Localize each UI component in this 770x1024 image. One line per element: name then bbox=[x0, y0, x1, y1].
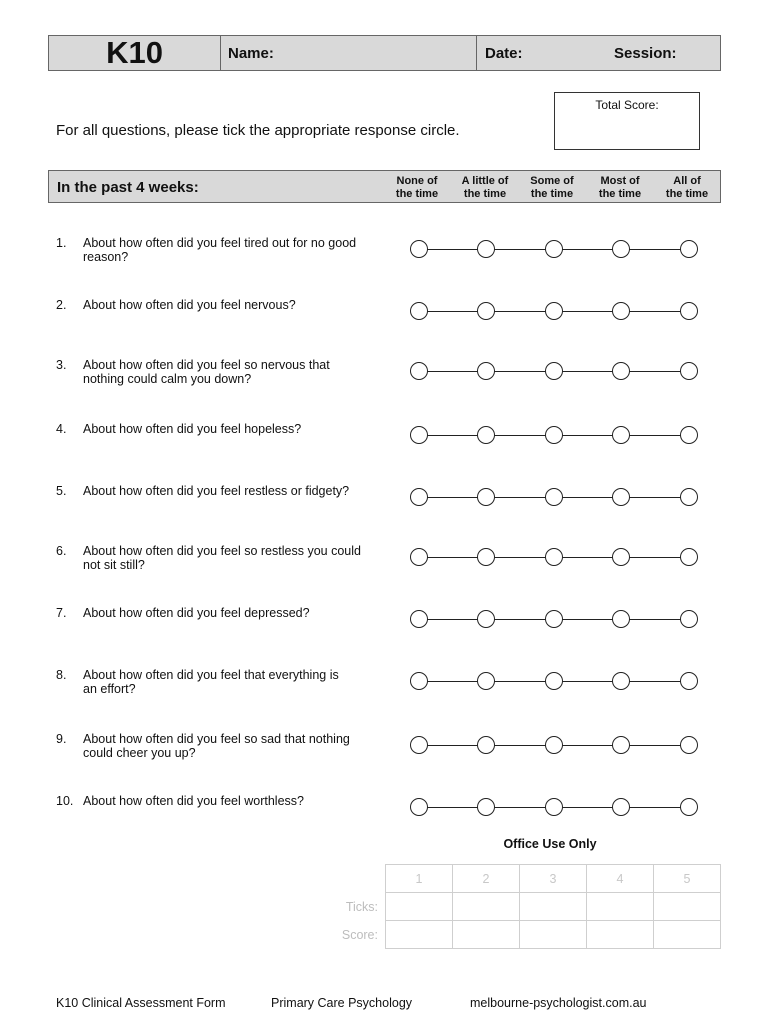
question-text-line: nothing could calm you down? bbox=[83, 372, 252, 386]
response-circle-3[interactable] bbox=[545, 672, 563, 690]
response-circle-4[interactable] bbox=[612, 610, 630, 628]
column-header-none bbox=[385, 175, 449, 200]
question-text bbox=[83, 358, 383, 386]
office-col-5: 5 bbox=[654, 865, 721, 893]
response-circle-4[interactable] bbox=[612, 362, 630, 380]
question-text-line: About how often did you feel restless or fidgety? bbox=[83, 484, 350, 498]
column-header-line: the time bbox=[598, 187, 642, 200]
question-text-line: reason? bbox=[83, 250, 129, 264]
question-text bbox=[83, 794, 383, 808]
footer-website[interactable]: melbourne-psychologist.com.au bbox=[470, 996, 647, 1010]
column-header-line: All of bbox=[673, 175, 701, 187]
response-circle-1[interactable] bbox=[410, 240, 428, 258]
response-circle-2[interactable] bbox=[477, 240, 495, 258]
column-header-line: the time bbox=[395, 187, 439, 200]
response-circle-2[interactable] bbox=[477, 610, 495, 628]
question-number: 5. bbox=[56, 484, 67, 498]
question-text-line: an effort? bbox=[83, 682, 136, 696]
response-circle-1[interactable] bbox=[410, 610, 428, 628]
office-header-row bbox=[386, 865, 721, 893]
response-circle-4[interactable] bbox=[612, 488, 630, 506]
question-number: 1. bbox=[56, 236, 67, 250]
total-score-box[interactable] bbox=[554, 92, 700, 150]
date-field[interactable] bbox=[477, 36, 720, 70]
footer-form-title: K10 Clinical Assessment Form bbox=[56, 996, 226, 1010]
column-header-a-little bbox=[453, 175, 517, 200]
date-label: Date: bbox=[485, 45, 523, 62]
response-circle-1[interactable] bbox=[410, 426, 428, 444]
question-number: 9. bbox=[56, 732, 67, 746]
question-text-line: could cheer you up? bbox=[83, 746, 196, 760]
response-circle-5[interactable] bbox=[680, 302, 698, 320]
response-circle-5[interactable] bbox=[680, 672, 698, 690]
form-code: K10 bbox=[106, 35, 163, 70]
question-number: 3. bbox=[56, 358, 67, 372]
column-header-most bbox=[588, 175, 652, 200]
response-circle-3[interactable] bbox=[545, 426, 563, 444]
question-text-line: About how often did you feel tired out for no good bbox=[83, 236, 357, 250]
question-number: 6. bbox=[56, 544, 67, 558]
response-circle-3[interactable] bbox=[545, 240, 563, 258]
question-text bbox=[83, 298, 383, 312]
ticks-cell[interactable] bbox=[520, 893, 587, 921]
question-number: 2. bbox=[56, 298, 67, 312]
ticks-cell[interactable] bbox=[453, 893, 520, 921]
question-number: 4. bbox=[56, 422, 67, 436]
response-circle-2[interactable] bbox=[477, 426, 495, 444]
response-circle-3[interactable] bbox=[545, 610, 563, 628]
column-header-line: Some of bbox=[530, 175, 574, 187]
response-circle-3[interactable] bbox=[545, 798, 563, 816]
column-header-line: Most of bbox=[600, 175, 640, 187]
response-circle-4[interactable] bbox=[612, 548, 630, 566]
response-circle-5[interactable] bbox=[680, 362, 698, 380]
score-cell[interactable] bbox=[386, 921, 453, 949]
response-circle-3[interactable] bbox=[545, 488, 563, 506]
response-circle-2[interactable] bbox=[477, 548, 495, 566]
response-circle-3[interactable] bbox=[545, 302, 563, 320]
ticks-cell[interactable] bbox=[654, 893, 721, 921]
office-use-table bbox=[385, 864, 721, 949]
response-circle-5[interactable] bbox=[680, 240, 698, 258]
response-circle-2[interactable] bbox=[477, 672, 495, 690]
response-circle-2[interactable] bbox=[477, 798, 495, 816]
response-circle-2[interactable] bbox=[477, 736, 495, 754]
response-circle-1[interactable] bbox=[410, 798, 428, 816]
question-number: 7. bbox=[56, 606, 67, 620]
score-row bbox=[386, 921, 721, 949]
name-field[interactable] bbox=[221, 36, 477, 70]
response-circle-5[interactable] bbox=[680, 736, 698, 754]
response-circle-2[interactable] bbox=[477, 488, 495, 506]
question-text-line: About how often did you feel worthless? bbox=[83, 794, 304, 808]
response-circle-4[interactable] bbox=[612, 798, 630, 816]
office-use-title: Office Use Only bbox=[503, 837, 597, 851]
office-col-3: 3 bbox=[520, 865, 587, 893]
question-text-line: not sit still? bbox=[83, 558, 145, 572]
response-circle-5[interactable] bbox=[680, 610, 698, 628]
question-text bbox=[83, 606, 383, 620]
response-circle-3[interactable] bbox=[545, 362, 563, 380]
instruction-text: For all questions, please tick the appropriate response circle. bbox=[56, 122, 460, 139]
response-circle-1[interactable] bbox=[410, 736, 428, 754]
footer-practice: Primary Care Psychology bbox=[271, 996, 413, 1010]
response-circle-5[interactable] bbox=[680, 548, 698, 566]
ticks-label: Ticks: bbox=[345, 900, 378, 914]
form-code-cell bbox=[49, 36, 221, 70]
response-circle-2[interactable] bbox=[477, 362, 495, 380]
response-circle-1[interactable] bbox=[410, 362, 428, 380]
response-circle-2[interactable] bbox=[477, 302, 495, 320]
column-header-line: A little of bbox=[461, 175, 509, 187]
response-circle-1[interactable] bbox=[410, 672, 428, 690]
response-circle-5[interactable] bbox=[680, 426, 698, 444]
question-text-line: About how often did you feel nervous? bbox=[83, 298, 296, 312]
score-cell[interactable] bbox=[654, 921, 721, 949]
office-col-2: 2 bbox=[453, 865, 520, 893]
office-col-4: 4 bbox=[587, 865, 654, 893]
response-circle-5[interactable] bbox=[680, 488, 698, 506]
question-number: 8. bbox=[56, 668, 67, 682]
ticks-cell[interactable] bbox=[587, 893, 654, 921]
question-text-line: About how often did you feel so nervous that bbox=[83, 358, 330, 372]
response-circle-4[interactable] bbox=[612, 302, 630, 320]
column-header-all bbox=[655, 175, 719, 200]
column-header-line: the time bbox=[463, 187, 507, 200]
score-cell[interactable] bbox=[520, 921, 587, 949]
question-text-line: About how often did you feel depressed? bbox=[83, 606, 310, 620]
session-label: Session: bbox=[614, 45, 677, 62]
period-title: In the past 4 weeks: bbox=[57, 179, 199, 196]
question-text bbox=[83, 422, 383, 436]
column-header-line: the time bbox=[530, 187, 574, 200]
question-text bbox=[83, 236, 383, 264]
response-circle-1[interactable] bbox=[410, 548, 428, 566]
response-circle-4[interactable] bbox=[612, 426, 630, 444]
score-cell[interactable] bbox=[587, 921, 654, 949]
ticks-row bbox=[386, 893, 721, 921]
response-circle-4[interactable] bbox=[612, 736, 630, 754]
question-text bbox=[83, 484, 383, 498]
column-header-line: None of bbox=[396, 175, 438, 187]
response-circle-3[interactable] bbox=[545, 548, 563, 566]
column-header-line: the time bbox=[665, 187, 709, 200]
score-label: Score: bbox=[341, 928, 378, 942]
question-text-line: About how often did you feel so restless you could bbox=[83, 544, 361, 558]
question-text-line: About how often did you feel that everything is bbox=[83, 668, 339, 682]
response-circle-4[interactable] bbox=[612, 672, 630, 690]
total-score-label: Total Score: bbox=[595, 98, 659, 112]
response-circle-1[interactable] bbox=[410, 302, 428, 320]
question-text bbox=[83, 668, 383, 696]
question-number: 10. bbox=[56, 794, 74, 808]
column-header-some bbox=[520, 175, 584, 200]
response-circle-3[interactable] bbox=[545, 736, 563, 754]
score-cell[interactable] bbox=[453, 921, 520, 949]
response-circle-1[interactable] bbox=[410, 488, 428, 506]
response-circle-5[interactable] bbox=[680, 798, 698, 816]
name-label: Name: bbox=[228, 45, 274, 62]
response-circle-4[interactable] bbox=[612, 240, 630, 258]
question-header-bar bbox=[48, 170, 721, 203]
question-text-line: About how often did you feel hopeless? bbox=[83, 422, 302, 436]
question-text bbox=[83, 732, 383, 760]
form-header bbox=[48, 35, 721, 71]
question-text bbox=[83, 544, 383, 572]
office-col-1: 1 bbox=[386, 865, 453, 893]
question-text-line: About how often did you feel so sad that nothing bbox=[83, 732, 350, 746]
ticks-cell[interactable] bbox=[386, 893, 453, 921]
